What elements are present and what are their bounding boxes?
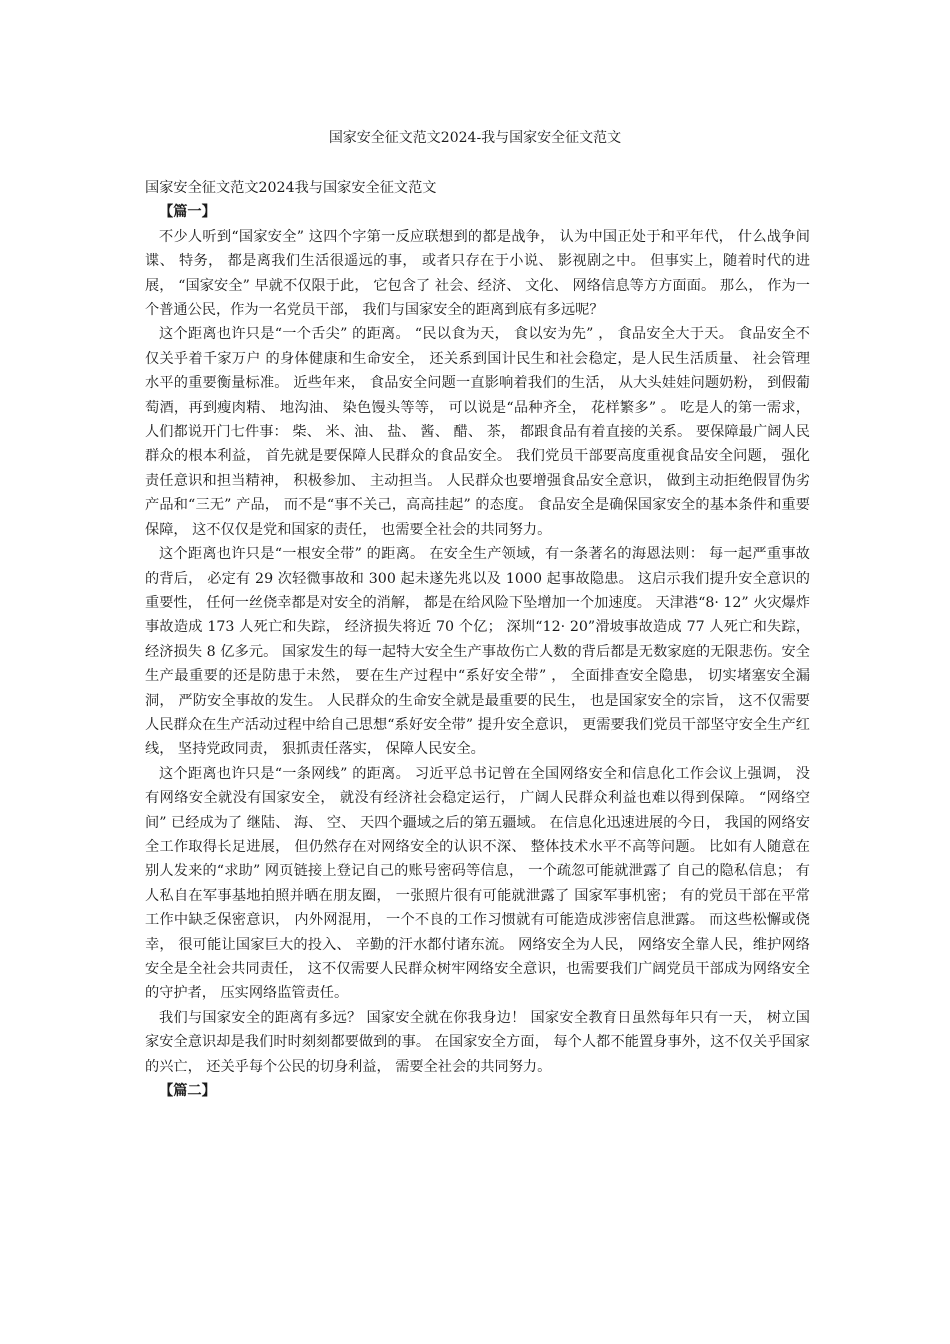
paragraph-production-safety: 这个距离也许只是“一根安全带” 的距离。 在安全生产领域，有一条著名的海恩法则： 每一起严重事故的背后， 必定有 29 次轻微事故和 300 起未遂先兆以及 1000 起事故隐患。 这启示我们提升安全意识的重要性， 任何一丝侥幸都是对安全的消解， 都是在给风险下坠增加一个加速度。 天津港“8· 12” 火灾爆炸事故造成 173 人死亡和失踪， 经济损失将近 70 个亿； 深圳“12· 20”滑坡事故造成 77 人死亡和失踪， 经济损失 8 亿多元。 国家发生的每一起特大安全生产事故伤亡人数的背后都是无数家庭的无限悲伤。安全生产最重要的还是防患于未然， 要在生产过程中“系好安全带” ， 全面排查安全隐患， 切实堵塞安全漏洞， 严防安全事故的发生。 人民群众的生命安全就是最重要的民生， 也是国家安全的宗旨， 这不仅需要人民群众在生产活动过程中给自己思想“系好安全带” 提升安全意识， 更需要我们党员干部坚守安全生产红线， 坚持党政同责， 狠抓责任落实， 保障人民安全。 (145, 546, 810, 758)
document-body (145, 176, 810, 1103)
paragraph-intro: 不少人听到“国家安全” 这四个字第一反应联想到的都是战争， 认为中国正处于和平年代， 什么战争间谍、 特务， 都是离我们生活很遥远的事， 或者只存在于小说、 影视剧之中。 但事实上，随着时代的进展， “国家安全” 早就不仅限于此， 它包含了 社会、经济、 文化、 网络信息等方方面面。 那么， 作为一个普通公民，作为一名党员干部， 我们与国家安全的距离到底有多远呢？ (145, 228, 810, 319)
document-title: 国家安全征文范文2024-我与国家安全征文范文 (328, 130, 622, 146)
document-subtitle: 国家安全征文范文2024我与国家安全征文范文 (145, 180, 437, 196)
paragraph-food-safety: 这个距离也许只是“一个舌尖” 的距离。 “民以食为天， 食以安为先” ， 食品安全大于天。 食品安全不仅关乎着千家万户 的身体健康和生命安全， 还关系到国计民生和社会稳定，是人民生活质量、 社会管理水平的重要衡量标准。 近些年来， 食品安全问题一直影响着我们的生活， 从大头娃娃问题奶粉， 到假葡萄酒，再到瘦肉精、 地沟油、 染色馒头等等， 可以说是“品种齐全， 花样繁多” 。 吃是人的第一需求， 人们都说开门七件事： 柴、 米、油、 盐、 酱、 醋、 茶， 都跟食品有着直接的关系。 要保障最广阔人民群众的根本利益， 首先就是要保障人民群众的食品安全。 我们党员干部要高度重视食品安全问题， 强化责任意识和担当精神， 积极参加、 主动担当。 人民群众也要增强食品安全意识， 做到主动拒绝假冒伪劣产品和“三无” 产品， 而不是“事不关己，高高挂起” 的态度。 食品安全是确保国家安全的基本条件和重要保障， 这不仅仅是党和国家的责任， 也需要全社会的共同努力。 (145, 326, 810, 538)
paragraph-conclusion: 我们与国家安全的距离有多远？ 国家安全就在你我身边！ 国家安全教育日虽然每年只有一天， 树立国家安全意识却是我们时时刻刻都要做到的事。 在国家安全方面， 每个人都不能置身事外，这不仅关乎国家的兴亡， 还关乎每个公民的切身利益， 需要全社会的共同努力。 (145, 1009, 810, 1075)
section-heading-1: 【篇一】 (159, 204, 216, 221)
section-heading-2: 【篇二】 (159, 1083, 216, 1100)
paragraph-network-security: 这个距离也许只是“一条网线” 的距离。 习近平总书记曾在全国网络安全和信息化工作会议上强调， 没有网络安全就没有国家安全， 就没有经济社会稳定运行， 广阔人民群众利益也难以得到保障。 “网络空间” 已经成为了 继陆、 海、 空、 天四个疆域之后的第五疆域。 在信息化迅速进展的今日， 我国的网络安全工作取得长足进展， 但仍然存在对网络安全的认识不深、 整体技术水平不高等问题。 比如有人随意在别人发来的“求助” 网页链接上登记自己的账号密码等信息， 一个疏忽可能就泄露了 自己的隐私信息； 有人私自在军事基地拍照并晒在朋友圈， 一张照片很有可能就泄露了 国家军事机密； 有的党员干部在平常工作中缺乏保密意识， 内外网混用， 一个不良的工作习惯就有可能造成涉密信息泄露。 而这些松懈或侥幸， 很可能让国家巨大的投入、 辛勤的汗水都付诸东流。 网络安全为人民， 网络安全靠人民，维护网络安全是全社会共同责任， 这不仅需要人民群众树牢网络安全意识，也需要我们广阔党员干部成为网络安全的守护者， 压实网络监管责任。 (145, 765, 810, 1002)
